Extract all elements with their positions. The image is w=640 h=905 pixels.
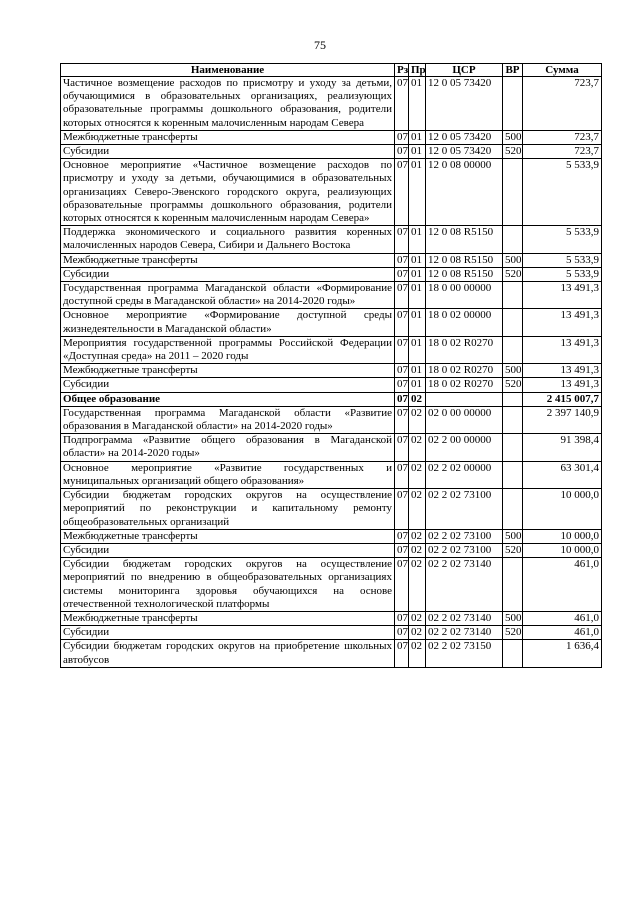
cell-pr: 02 — [409, 434, 426, 461]
cell-csr: 02 2 02 73150 — [426, 640, 503, 667]
cell-name: Субсидии — [61, 378, 395, 392]
cell-vr — [503, 159, 523, 226]
table-row — [61, 543, 602, 557]
cell-vr — [503, 392, 523, 406]
header-vr: ВР — [503, 64, 523, 77]
table-row — [61, 364, 602, 378]
cell-vr — [503, 309, 523, 336]
cell-sum: 13 491,3 — [523, 378, 602, 392]
cell-csr: 12 0 05 73420 — [426, 130, 503, 144]
cell-vr — [503, 461, 523, 488]
cell-pr: 01 — [409, 130, 426, 144]
cell-csr: 18 0 02 00000 — [426, 309, 503, 336]
cell-name: Межбюджетные трансферты — [61, 611, 395, 625]
table-row — [61, 336, 602, 363]
cell-csr: 02 2 02 73140 — [426, 611, 503, 625]
cell-csr: 02 2 02 73140 — [426, 558, 503, 612]
cell-name: Государственная программа Магаданской области «Формирование доступной среды в Магаданской области» на 2014-2020 годы» — [61, 282, 395, 309]
cell-vr — [503, 406, 523, 433]
cell-pr: 02 — [409, 558, 426, 612]
cell-vr — [503, 640, 523, 667]
cell-name: Основное мероприятие «Частичное возмещение расходов по присмотру и уходу за детьми, обучающимися в образовательных организациях Северо-Эвенского городского округа, реализующих образовательные программы дошкольного образования, родители которых относятся к коренным малочисленным народам Севера» — [61, 159, 395, 226]
cell-pr: 01 — [409, 226, 426, 253]
table-header — [61, 64, 602, 77]
header-name: Наименование — [61, 64, 395, 77]
cell-vr: 520 — [503, 145, 523, 159]
cell-pr: 02 — [409, 626, 426, 640]
cell-pr: 01 — [409, 267, 426, 281]
cell-csr: 02 2 02 73100 — [426, 543, 503, 557]
table-row — [61, 159, 602, 226]
cell-pr: 01 — [409, 159, 426, 226]
cell-pr: 01 — [409, 253, 426, 267]
cell-name: Общее образование — [61, 392, 395, 406]
cell-sum: 91 398,4 — [523, 434, 602, 461]
table-row — [61, 434, 602, 461]
cell-pr: 02 — [409, 406, 426, 433]
cell-vr — [503, 282, 523, 309]
cell-vr: 500 — [503, 130, 523, 144]
cell-pr: 01 — [409, 77, 426, 131]
cell-sum: 5 533,9 — [523, 253, 602, 267]
cell-csr: 18 0 00 00000 — [426, 282, 503, 309]
cell-sum: 2 397 140,9 — [523, 406, 602, 433]
cell-sum: 10 000,0 — [523, 543, 602, 557]
cell-rz: 07 — [395, 434, 409, 461]
cell-sum: 5 533,9 — [523, 267, 602, 281]
cell-sum: 10 000,0 — [523, 529, 602, 543]
cell-name: Основное мероприятие «Формирование доступной среды жизнедеятельности в Магаданской области» — [61, 309, 395, 336]
cell-csr: 12 0 08 R5150 — [426, 253, 503, 267]
cell-name: Основное мероприятие «Развитие государственных и муниципальных организаций общего образования» — [61, 461, 395, 488]
cell-csr: 12 0 08 R5150 — [426, 267, 503, 281]
table-row — [61, 461, 602, 488]
cell-csr: 02 2 02 73140 — [426, 626, 503, 640]
table-row — [61, 309, 602, 336]
cell-rz: 07 — [395, 529, 409, 543]
cell-sum: 5 533,9 — [523, 226, 602, 253]
cell-rz: 07 — [395, 364, 409, 378]
cell-rz: 07 — [395, 130, 409, 144]
cell-name: Субсидии — [61, 626, 395, 640]
cell-csr: 02 2 02 00000 — [426, 461, 503, 488]
table-row — [61, 145, 602, 159]
table-row — [61, 226, 602, 253]
header-csr: ЦСР — [426, 64, 503, 77]
cell-vr: 520 — [503, 267, 523, 281]
header-rz: Рз — [395, 64, 409, 77]
cell-pr: 01 — [409, 378, 426, 392]
cell-pr: 02 — [409, 392, 426, 406]
cell-pr: 01 — [409, 336, 426, 363]
table-row — [61, 406, 602, 433]
cell-rz: 07 — [395, 253, 409, 267]
cell-pr: 02 — [409, 489, 426, 530]
cell-pr: 01 — [409, 364, 426, 378]
table-row — [61, 529, 602, 543]
cell-vr — [503, 489, 523, 530]
cell-sum: 13 491,3 — [523, 309, 602, 336]
cell-csr: 18 0 02 R0270 — [426, 378, 503, 392]
cell-sum: 13 491,3 — [523, 282, 602, 309]
cell-csr: 02 2 02 73100 — [426, 529, 503, 543]
cell-rz: 07 — [395, 378, 409, 392]
cell-sum: 461,0 — [523, 558, 602, 612]
cell-sum: 723,7 — [523, 145, 602, 159]
cell-pr: 01 — [409, 145, 426, 159]
table-row — [61, 392, 602, 406]
cell-rz: 07 — [395, 406, 409, 433]
cell-csr: 12 0 08 R5150 — [426, 226, 503, 253]
cell-pr: 01 — [409, 309, 426, 336]
cell-rz: 07 — [395, 543, 409, 557]
cell-rz: 07 — [395, 489, 409, 530]
cell-vr: 520 — [503, 543, 523, 557]
cell-csr: 18 0 02 R0270 — [426, 336, 503, 363]
cell-vr — [503, 558, 523, 612]
cell-csr: 12 0 05 73420 — [426, 145, 503, 159]
cell-name: Мероприятия государственной программы Российской Федерации «Доступная среда» на 2011 – 2020 годы — [61, 336, 395, 363]
cell-rz: 07 — [395, 640, 409, 667]
header-pr: Пр — [409, 64, 426, 77]
cell-vr — [503, 434, 523, 461]
cell-csr: 02 2 02 73100 — [426, 489, 503, 530]
table-row — [61, 77, 602, 131]
cell-vr: 500 — [503, 253, 523, 267]
table-row — [61, 130, 602, 144]
cell-rz: 07 — [395, 77, 409, 131]
cell-pr: 02 — [409, 461, 426, 488]
cell-name: Субсидии — [61, 267, 395, 281]
cell-csr: 12 0 05 73420 — [426, 77, 503, 131]
cell-sum: 461,0 — [523, 611, 602, 625]
cell-sum: 10 000,0 — [523, 489, 602, 530]
cell-rz: 07 — [395, 226, 409, 253]
cell-vr: 500 — [503, 364, 523, 378]
table-row — [61, 267, 602, 281]
cell-csr: 02 2 00 00000 — [426, 434, 503, 461]
cell-name: Субсидии — [61, 543, 395, 557]
cell-sum: 2 415 007,7 — [523, 392, 602, 406]
cell-sum: 1 636,4 — [523, 640, 602, 667]
cell-name: Межбюджетные трансферты — [61, 130, 395, 144]
cell-pr: 02 — [409, 611, 426, 625]
cell-name: Межбюджетные трансферты — [61, 253, 395, 267]
cell-rz: 07 — [395, 159, 409, 226]
cell-sum: 5 533,9 — [523, 159, 602, 226]
cell-vr: 500 — [503, 529, 523, 543]
page-number: 75 — [314, 38, 326, 52]
cell-pr: 02 — [409, 529, 426, 543]
table-row — [61, 558, 602, 612]
cell-sum: 723,7 — [523, 77, 602, 131]
cell-rz: 07 — [395, 392, 409, 406]
table-row — [61, 282, 602, 309]
cell-rz: 07 — [395, 558, 409, 612]
cell-vr: 500 — [503, 611, 523, 625]
cell-name: Межбюджетные трансферты — [61, 529, 395, 543]
cell-name: Субсидии бюджетам городских округов на приобретение школьных автобусов — [61, 640, 395, 667]
table-row — [61, 489, 602, 530]
cell-name: Подпрограмма «Развитие общего образования в Магаданской области» на 2014-2020 годы» — [61, 434, 395, 461]
cell-sum: 63 301,4 — [523, 461, 602, 488]
cell-sum: 723,7 — [523, 130, 602, 144]
cell-rz: 07 — [395, 461, 409, 488]
cell-sum: 13 491,3 — [523, 336, 602, 363]
cell-vr — [503, 336, 523, 363]
cell-csr: 02 0 00 00000 — [426, 406, 503, 433]
cell-name: Субсидии бюджетам городских округов на осуществление мероприятий по реконструкции и капитальному ремонту общеобразовательных организаций — [61, 489, 395, 530]
cell-name: Субсидии бюджетам городских округов на осуществление мероприятий по внедрению в общеобразовательных организациях системы мониторинга здоровья обучающихся на основе отечественной технологической платформы — [61, 558, 395, 612]
table-row — [61, 611, 602, 625]
cell-rz: 07 — [395, 267, 409, 281]
cell-rz: 07 — [395, 336, 409, 363]
cell-name: Субсидии — [61, 145, 395, 159]
table-row — [61, 640, 602, 667]
cell-csr: 18 0 02 R0270 — [426, 364, 503, 378]
cell-csr: 12 0 08 00000 — [426, 159, 503, 226]
cell-name: Частичное возмещение расходов по присмотру и уходу за детьми, обучающимися в образовательных организациях, реализующих образовательные программы дошкольного образования, родители которых относятся к коренным малочисленным народам Севера — [61, 77, 395, 131]
cell-rz: 07 — [395, 611, 409, 625]
header-sum: Сумма — [523, 64, 602, 77]
cell-rz: 07 — [395, 282, 409, 309]
cell-sum: 13 491,3 — [523, 364, 602, 378]
cell-name: Государственная программа Магаданской области «Развитие образования в Магаданской области» на 2014-2020 годы» — [61, 406, 395, 433]
cell-pr: 02 — [409, 640, 426, 667]
budget-table — [60, 63, 602, 668]
cell-vr: 520 — [503, 626, 523, 640]
cell-sum: 461,0 — [523, 626, 602, 640]
cell-rz: 07 — [395, 309, 409, 336]
cell-name: Поддержка экономического и социального развития коренных малочисленных народов Севера, Сибири и Дальнего Востока — [61, 226, 395, 253]
table-body — [61, 77, 602, 668]
cell-csr — [426, 392, 503, 406]
cell-vr — [503, 77, 523, 131]
cell-pr: 01 — [409, 282, 426, 309]
cell-vr: 520 — [503, 378, 523, 392]
table-row — [61, 378, 602, 392]
cell-pr: 02 — [409, 543, 426, 557]
cell-rz: 07 — [395, 145, 409, 159]
table-row — [61, 626, 602, 640]
cell-vr — [503, 226, 523, 253]
cell-rz: 07 — [395, 626, 409, 640]
table-row — [61, 253, 602, 267]
cell-name: Межбюджетные трансферты — [61, 364, 395, 378]
